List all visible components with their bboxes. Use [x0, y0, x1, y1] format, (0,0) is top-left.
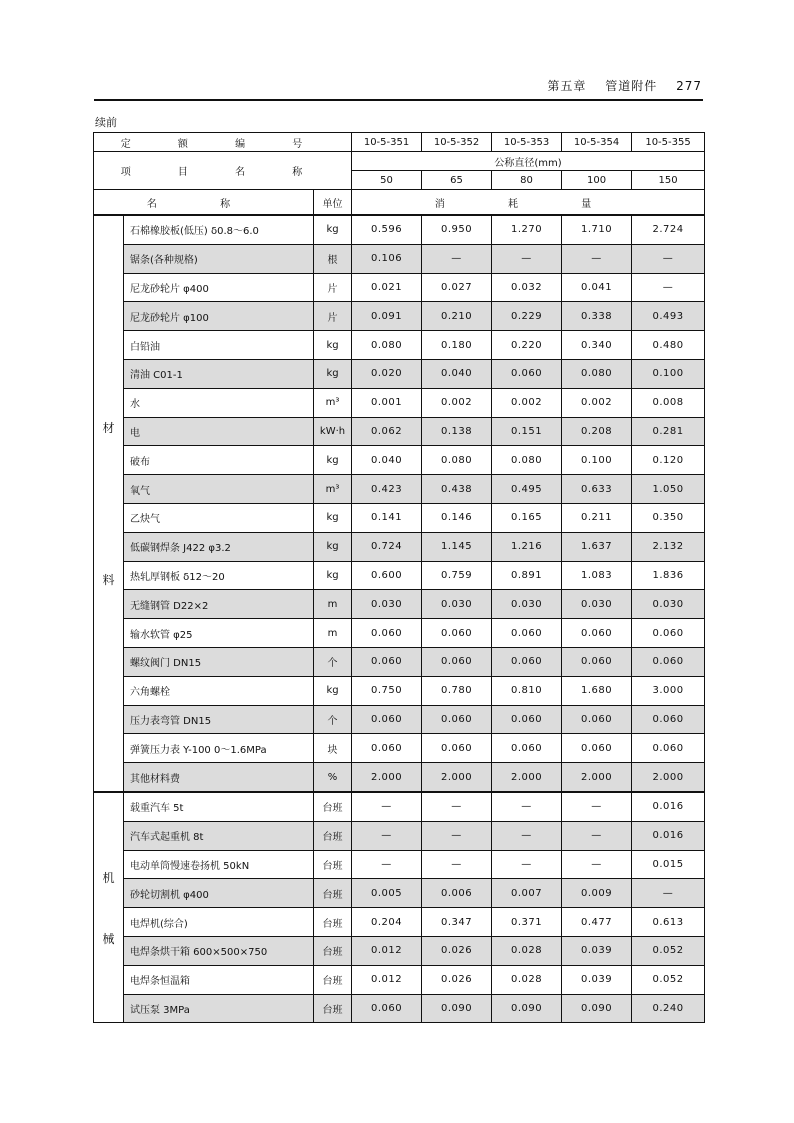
item-name: 锯条(各种规格) — [124, 244, 314, 273]
consumption-value: 3.000 — [632, 676, 705, 705]
table-row — [94, 763, 705, 792]
consumption-value: 0.891 — [492, 561, 562, 590]
consumption-value: 2.724 — [632, 215, 705, 244]
consumption-value: — — [422, 850, 492, 879]
consumption-value: 0.027 — [422, 273, 492, 302]
table-row — [94, 590, 705, 619]
consumption-value: 0.080 — [562, 359, 632, 388]
item-name: 压力表弯管 DN15 — [124, 705, 314, 734]
consumption-value: 0.008 — [632, 388, 705, 417]
consumption-value: 0.146 — [422, 503, 492, 532]
item-name: 石棉橡胶板(低压) δ0.8～6.0 — [124, 215, 314, 244]
table-row — [94, 446, 705, 475]
item-name: 破布 — [124, 446, 314, 475]
consumption-value: 0.480 — [632, 331, 705, 360]
item-unit: 台班 — [314, 936, 352, 965]
consumption-value: 0.001 — [352, 388, 422, 417]
consumption-value: 0.204 — [352, 908, 422, 937]
consumption-value: 0.750 — [352, 676, 422, 705]
table-row — [94, 994, 705, 1023]
table-row — [94, 792, 705, 821]
consumption-value: 0.347 — [422, 908, 492, 937]
table-row — [94, 965, 705, 994]
consumption-value: 0.016 — [632, 821, 705, 850]
consumption-value: 2.132 — [632, 532, 705, 561]
item-name: 载重汽车 5t — [124, 792, 314, 821]
consumption-value: 0.240 — [632, 994, 705, 1023]
consumption-value: — — [562, 821, 632, 850]
consumption-value: 0.350 — [632, 503, 705, 532]
table-row — [94, 821, 705, 850]
item-unit: m — [314, 619, 352, 648]
consumption-value: 0.780 — [422, 676, 492, 705]
consumption-value: 0.180 — [422, 331, 492, 360]
consumption-value: 0.039 — [562, 936, 632, 965]
consumption-value: 1.270 — [492, 215, 562, 244]
consumption-value: — — [632, 244, 705, 273]
consumption-value: 0.281 — [632, 417, 705, 446]
consumption-value: 1.836 — [632, 561, 705, 590]
table-row — [94, 215, 705, 244]
consumption-value: 0.759 — [422, 561, 492, 590]
consumption-value: 0.006 — [422, 879, 492, 908]
consumption-value: 0.060 — [352, 619, 422, 648]
consumption-value: 0.026 — [422, 965, 492, 994]
consumption-value: 1.083 — [562, 561, 632, 590]
table-row — [94, 561, 705, 590]
consumption-value: 0.080 — [422, 446, 492, 475]
consumption-value: 1.680 — [562, 676, 632, 705]
item-unit: kg — [314, 215, 352, 244]
consumption-value: 0.120 — [632, 446, 705, 475]
consumption-value: 0.060 — [492, 647, 562, 676]
item-unit: 个 — [314, 647, 352, 676]
consumption-value: — — [352, 792, 422, 821]
table-row — [94, 417, 705, 446]
consumption-value: 0.211 — [562, 503, 632, 532]
table-row — [94, 676, 705, 705]
consumption-value: — — [422, 821, 492, 850]
item-unit: 台班 — [314, 879, 352, 908]
consumption-value: 0.371 — [492, 908, 562, 937]
materials-category-label: 材 料 — [94, 215, 124, 792]
consumption-value: 1.637 — [562, 532, 632, 561]
consumption-value: 0.060 — [352, 734, 422, 763]
consumption-value: 0.438 — [422, 475, 492, 504]
consumption-value: 0.090 — [562, 994, 632, 1023]
table-row — [94, 475, 705, 504]
consumption-value: 0.090 — [492, 994, 562, 1023]
table-row — [94, 705, 705, 734]
consumption-value: 0.020 — [352, 359, 422, 388]
item-name: 试压泵 3MPa — [124, 994, 314, 1023]
item-name: 弹簧压力表 Y-100 0～1.6MPa — [124, 734, 314, 763]
consumption-value: 0.026 — [422, 936, 492, 965]
consumption-value: 0.106 — [352, 244, 422, 273]
table-row — [94, 647, 705, 676]
consumption-value: 0.060 — [492, 359, 562, 388]
consumption-value: 0.002 — [492, 388, 562, 417]
consumption-value: 0.493 — [632, 302, 705, 331]
consumption-value: 1.050 — [632, 475, 705, 504]
diameter-value: 80 — [492, 171, 562, 190]
quota-table — [93, 132, 705, 1023]
item-name: 低碳钢焊条 J422 φ3.2 — [124, 532, 314, 561]
consumption-value: — — [352, 821, 422, 850]
consumption-value: 1.216 — [492, 532, 562, 561]
consumption-value: — — [422, 792, 492, 821]
consumption-value: 0.060 — [562, 705, 632, 734]
item-name: 电焊条烘干箱 600×500×750 — [124, 936, 314, 965]
item-unit: 台班 — [314, 965, 352, 994]
consumption-value: 0.208 — [562, 417, 632, 446]
page-number: 277 — [676, 79, 702, 93]
item-name: 电焊条恒温箱 — [124, 965, 314, 994]
item-unit: 根 — [314, 244, 352, 273]
consumption-value: 0.030 — [422, 590, 492, 619]
item-unit: 个 — [314, 705, 352, 734]
consumption-value: 0.100 — [632, 359, 705, 388]
item-name: 清油 C01-1 — [124, 359, 314, 388]
consumption-value: 0.040 — [352, 446, 422, 475]
consumption-value: 0.030 — [352, 590, 422, 619]
diameter-value: 100 — [562, 171, 632, 190]
consumption-value: 0.090 — [422, 994, 492, 1023]
consumption-value: 0.060 — [632, 705, 705, 734]
item-unit: kg — [314, 561, 352, 590]
diameter-value: 150 — [632, 171, 705, 190]
item-unit: 片 — [314, 273, 352, 302]
consumption-value: 0.060 — [562, 734, 632, 763]
consumption-value: 0.060 — [352, 647, 422, 676]
quota-code: 10-5-354 — [562, 133, 632, 152]
consumption-value: 0.423 — [352, 475, 422, 504]
table-row — [94, 302, 705, 331]
item-unit: 台班 — [314, 994, 352, 1023]
consumption-value: 1.710 — [562, 215, 632, 244]
consumption-value: 0.633 — [562, 475, 632, 504]
item-unit: 片 — [314, 302, 352, 331]
consumption-value: — — [492, 850, 562, 879]
item-unit: kg — [314, 359, 352, 388]
consumption-value: 0.138 — [422, 417, 492, 446]
item-name: 乙炔气 — [124, 503, 314, 532]
consumption-value: 0.012 — [352, 936, 422, 965]
quota-code: 10-5-351 — [352, 133, 422, 152]
item-name: 电动单筒慢速卷扬机 50kN — [124, 850, 314, 879]
consumption-value: 0.041 — [562, 273, 632, 302]
item-unit: m — [314, 590, 352, 619]
consumption-value: 0.016 — [632, 792, 705, 821]
quota-code: 10-5-355 — [632, 133, 705, 152]
consumption-value: 0.165 — [492, 503, 562, 532]
item-unit: 台班 — [314, 792, 352, 821]
item-name: 其他材料费 — [124, 763, 314, 792]
consumption-value: 0.060 — [632, 619, 705, 648]
item-name: 热轧厚钢板 δ12～20 — [124, 561, 314, 590]
consumption-value: 0.229 — [492, 302, 562, 331]
table-row — [94, 734, 705, 763]
consumption-value: 1.145 — [422, 532, 492, 561]
item-name: 砂轮切割机 φ400 — [124, 879, 314, 908]
item-name: 白铅油 — [124, 331, 314, 360]
consumption-value: 0.060 — [352, 994, 422, 1023]
consumption-value: 0.032 — [492, 273, 562, 302]
item-name: 输水软管 φ25 — [124, 619, 314, 648]
consumption-value: 0.009 — [562, 879, 632, 908]
item-name: 氧气 — [124, 475, 314, 504]
table-row — [94, 388, 705, 417]
item-unit: 块 — [314, 734, 352, 763]
table-row — [94, 619, 705, 648]
column-unit-label: 单位 — [314, 190, 352, 216]
item-unit: 台班 — [314, 821, 352, 850]
item-unit: % — [314, 763, 352, 792]
consumption-value: 0.210 — [422, 302, 492, 331]
header-rule — [94, 99, 703, 101]
consumption-value: 0.030 — [492, 590, 562, 619]
item-unit: kW·h — [314, 417, 352, 446]
consumption-value: 0.015 — [632, 850, 705, 879]
consumption-value: 0.052 — [632, 936, 705, 965]
consumption-value: 0.028 — [492, 936, 562, 965]
chapter-label: 第五章 — [547, 79, 587, 93]
item-name: 水 — [124, 388, 314, 417]
item-unit: kg — [314, 446, 352, 475]
consumption-value: 0.060 — [562, 619, 632, 648]
item-name-label: 项 目 名 称 — [94, 152, 352, 190]
consumption-value: 0.052 — [632, 965, 705, 994]
consumption-value: — — [632, 879, 705, 908]
consumption-value: 2.000 — [492, 763, 562, 792]
consumption-value: 0.340 — [562, 331, 632, 360]
consumption-value: 0.100 — [562, 446, 632, 475]
item-unit: 台班 — [314, 850, 352, 879]
machinery-category-label: 机 械 — [94, 792, 124, 1023]
consumption-value: 2.000 — [422, 763, 492, 792]
consumption-value: 0.002 — [562, 388, 632, 417]
item-unit: kg — [314, 532, 352, 561]
continued-label: 续前 — [95, 116, 117, 129]
diameter-value: 50 — [352, 171, 422, 190]
item-unit: m³ — [314, 388, 352, 417]
item-unit: 台班 — [314, 908, 352, 937]
consumption-value: 0.338 — [562, 302, 632, 331]
section-label: 管道附件 — [605, 79, 658, 93]
item-name: 尼龙砂轮片 φ100 — [124, 302, 314, 331]
table-row — [94, 331, 705, 360]
item-unit: kg — [314, 503, 352, 532]
consumption-value: 0.080 — [492, 446, 562, 475]
consumption-value: — — [492, 821, 562, 850]
consumption-value: 0.477 — [562, 908, 632, 937]
nominal-diameter-label: 公称直径(mm) — [352, 152, 705, 171]
consumption-value: 0.012 — [352, 965, 422, 994]
quota-no-label: 定 额 编 号 — [94, 133, 352, 152]
consumption-value: 0.007 — [492, 879, 562, 908]
consumption-value: 0.080 — [352, 331, 422, 360]
table-row — [94, 244, 705, 273]
consumption-value: 0.030 — [562, 590, 632, 619]
page-header — [533, 77, 702, 94]
consumption-value: 0.600 — [352, 561, 422, 590]
consumption-value: 0.495 — [492, 475, 562, 504]
consumption-value: 0.040 — [422, 359, 492, 388]
item-name: 汽车式起重机 8t — [124, 821, 314, 850]
item-unit: kg — [314, 331, 352, 360]
consumption-value: 0.060 — [492, 705, 562, 734]
item-name: 六角螺栓 — [124, 676, 314, 705]
consumption-value: 0.060 — [492, 734, 562, 763]
table-row — [94, 359, 705, 388]
consumption-value: 0.950 — [422, 215, 492, 244]
consumption-value: 0.724 — [352, 532, 422, 561]
item-name: 电焊机(综合) — [124, 908, 314, 937]
consumption-value: 0.002 — [422, 388, 492, 417]
consumption-value: 0.030 — [632, 590, 705, 619]
consumption-value: 0.060 — [492, 619, 562, 648]
consumption-value: 0.060 — [352, 705, 422, 734]
consumption-value: 2.000 — [562, 763, 632, 792]
consumption-label: 消 耗 量 — [352, 190, 705, 216]
consumption-value: 0.141 — [352, 503, 422, 532]
consumption-value: 0.060 — [562, 647, 632, 676]
consumption-value: 0.060 — [422, 619, 492, 648]
table-row — [94, 532, 705, 561]
consumption-value: 0.005 — [352, 879, 422, 908]
table-row — [94, 908, 705, 937]
item-name: 无缝钢管 D22×2 — [124, 590, 314, 619]
consumption-value: — — [422, 244, 492, 273]
consumption-value: 0.060 — [422, 705, 492, 734]
consumption-value: 0.039 — [562, 965, 632, 994]
consumption-value: — — [352, 850, 422, 879]
consumption-value: — — [492, 792, 562, 821]
consumption-value: 0.220 — [492, 331, 562, 360]
consumption-value: — — [492, 244, 562, 273]
table-row — [94, 850, 705, 879]
consumption-value: 0.060 — [632, 647, 705, 676]
consumption-value: 0.060 — [632, 734, 705, 763]
consumption-value: 0.596 — [352, 215, 422, 244]
consumption-value: — — [632, 273, 705, 302]
consumption-value: 0.151 — [492, 417, 562, 446]
consumption-value: 0.060 — [422, 647, 492, 676]
consumption-value: — — [562, 850, 632, 879]
consumption-value: 2.000 — [352, 763, 422, 792]
consumption-value: — — [562, 792, 632, 821]
item-name: 螺纹阀门 DN15 — [124, 647, 314, 676]
consumption-value: 0.021 — [352, 273, 422, 302]
item-unit: kg — [314, 676, 352, 705]
table-row — [94, 879, 705, 908]
column-name-label: 名 称 — [94, 190, 314, 216]
diameter-value: 65 — [422, 171, 492, 190]
consumption-value: 0.062 — [352, 417, 422, 446]
table-row — [94, 503, 705, 532]
consumption-value: 0.060 — [422, 734, 492, 763]
consumption-value: 0.028 — [492, 965, 562, 994]
quota-code: 10-5-353 — [492, 133, 562, 152]
consumption-value: 0.091 — [352, 302, 422, 331]
table-row — [94, 936, 705, 965]
quota-code: 10-5-352 — [422, 133, 492, 152]
consumption-value: 0.810 — [492, 676, 562, 705]
table-row — [94, 273, 705, 302]
item-unit: m³ — [314, 475, 352, 504]
consumption-value: 2.000 — [632, 763, 705, 792]
item-name: 尼龙砂轮片 φ400 — [124, 273, 314, 302]
consumption-value: 0.613 — [632, 908, 705, 937]
item-name: 电 — [124, 417, 314, 446]
consumption-value: — — [562, 244, 632, 273]
